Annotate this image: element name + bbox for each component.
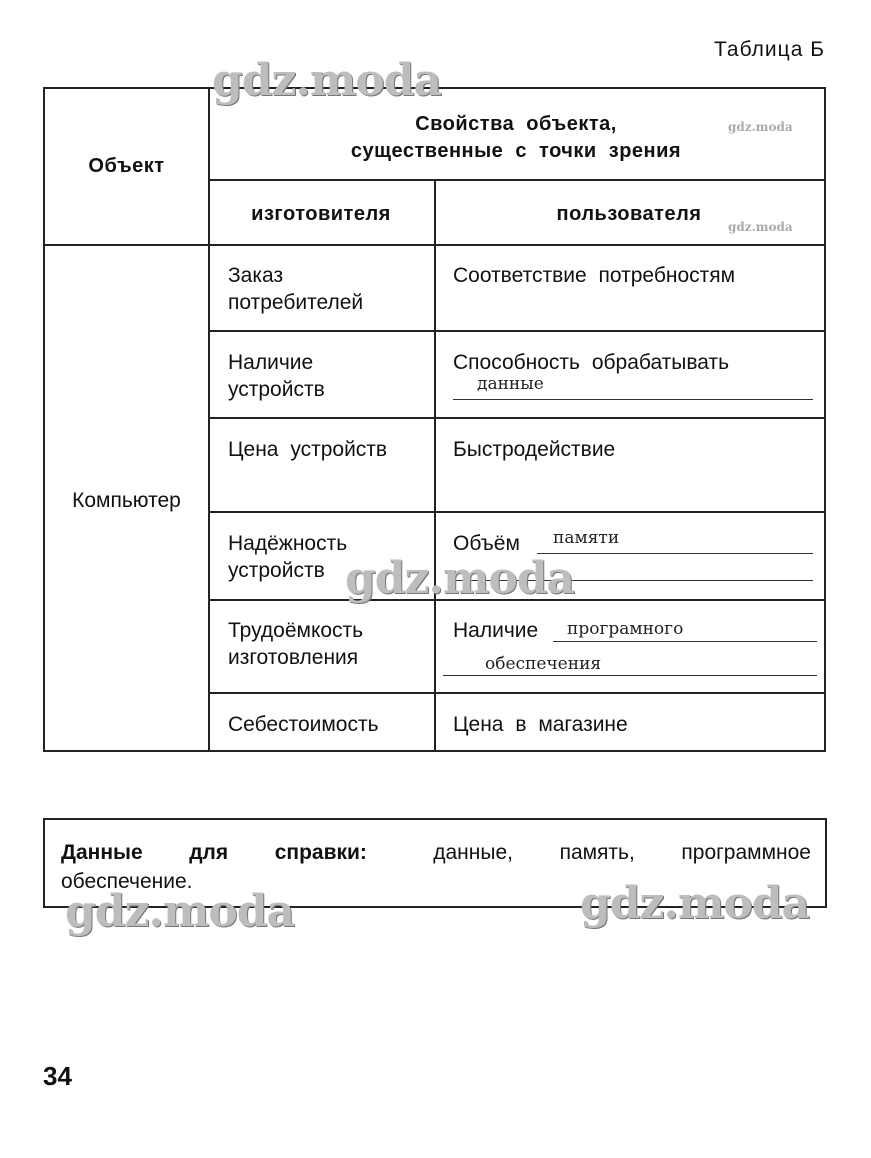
row1-user-text: Соответствие потребностям — [453, 264, 736, 287]
reference-content: данные, память, программное обеспечение. — [61, 841, 811, 893]
row2-manufacturer-line2: устройств — [228, 378, 325, 401]
row3-manufacturer-line1: Цена устройств — [228, 438, 388, 461]
header-properties-line2: существенные с точки зрения — [350, 140, 682, 162]
row6-manufacturer-line1: Себестоимость — [228, 713, 379, 736]
row5-manufacturer-line2: изготовления — [228, 646, 359, 669]
header-object: Объект — [88, 155, 165, 177]
row2-manufacturer-line1: Наличие — [228, 351, 314, 374]
header-manufacturer: изготовителя — [251, 203, 391, 225]
row4-manufacturer-line1: Надёжность — [228, 532, 348, 555]
reference-label: Данные для справки: — [61, 841, 367, 864]
column-divider — [208, 89, 210, 750]
row6-user-text: Цена в магазине — [453, 713, 628, 736]
row1-manufacturer-line2: потребителей — [228, 291, 364, 314]
answer-line — [537, 553, 813, 554]
page-number: 34 — [43, 1061, 72, 1091]
answer-line — [453, 399, 813, 400]
row2-answer: данные — [477, 374, 544, 394]
row-divider — [208, 692, 824, 694]
answer-line — [443, 675, 817, 676]
row-divider — [208, 330, 824, 332]
answer-line — [553, 641, 817, 642]
watermark: gdz.moda — [345, 553, 575, 604]
header-properties-line1: Свойства объекта, — [415, 113, 617, 135]
row5-answer-line1: програмного — [567, 619, 684, 639]
row2-user-text: Способность обрабатывать — [453, 351, 730, 374]
watermark-small: gdz.moda — [728, 220, 793, 234]
object-name: Компьютер — [72, 489, 181, 512]
row5-manufacturer-line1: Трудоёмкость — [228, 619, 364, 642]
row4-manufacturer-line2: устройств — [228, 559, 325, 582]
row-divider — [208, 179, 824, 181]
properties-table — [43, 87, 826, 752]
column-divider — [434, 179, 436, 750]
row-divider — [208, 417, 824, 419]
row-divider — [45, 244, 824, 246]
row4-answer: памяти — [553, 528, 620, 548]
row1-manufacturer-line1: Заказ — [228, 264, 284, 287]
table-title: Таблица Б — [714, 38, 825, 61]
watermark: gdz.moda — [212, 55, 442, 106]
header-user: пользователя — [556, 203, 702, 225]
watermark-small: gdz.moda — [728, 120, 793, 134]
row5-user-text: Наличие — [453, 619, 539, 642]
row5-answer-line2: обеспечения — [485, 654, 602, 674]
row-divider — [208, 511, 824, 513]
watermark: gdz.moda — [65, 886, 295, 937]
row4-user-text: Объём — [453, 532, 520, 555]
watermark: gdz.moda — [580, 878, 810, 929]
row3-user-text: Быстродействие — [453, 438, 616, 461]
